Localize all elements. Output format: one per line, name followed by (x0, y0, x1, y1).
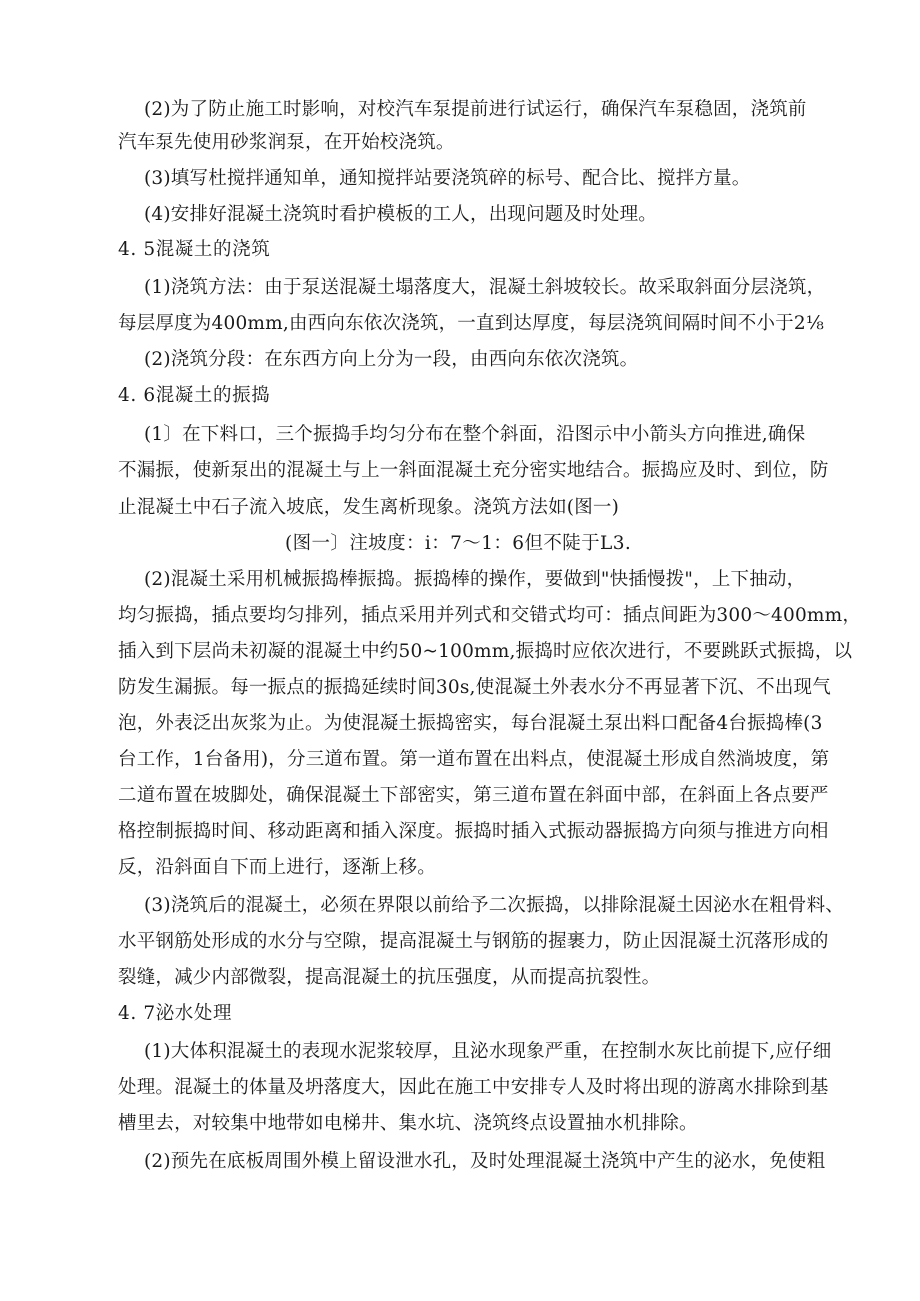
text-line: 防发生漏振。每一振点的振捣延续时间30s,使混凝土外表水分不再显著下沉、不出现气 (118, 677, 831, 698)
text-line: 格控制振捣时间、移动距离和插入深度。振捣时插入式振动器振捣方向须与推进方向相 (118, 821, 829, 842)
text-line: (1)大体积混凝土的表现水泥浆较厚，且泌水现象严重，在控制水灰比前提下,应仔细 (144, 1041, 832, 1062)
text-line: 裂缝，减少内部微裂，提高混凝土的抗压强度，从而提高抗裂性。 (118, 967, 661, 988)
text-line: 不漏振，使新泵出的混凝土与上一斜面混凝土充分密实地结合。振捣应及时、到位，防 (118, 460, 829, 481)
text-line: (1)浇筑方法：由于泵送混凝土塌落度大，混凝土斜坡较长。故采取斜面分层浇筑， (144, 277, 826, 298)
text-line: 插入到下层尚未初凝的混凝土中约50~100mm,振捣时应依次进行，不要跳跃式振捣，以 (118, 641, 853, 662)
text-line: (3)填写杜搅拌通知单，通知搅拌站要浇筑碎的标号、配合比、搅拌方量。 (144, 168, 751, 189)
text-line: 反，沿斜面自下而上进行，逐渐上移。 (118, 857, 436, 878)
text-line: 止混凝土中石子流入坡底，发生离析现象。浇筑方法如(图一) (118, 497, 620, 518)
text-line: 槽里去，对较集中地带如电梯井、集水坑、浇筑终点设置抽水机排除。 (118, 1113, 698, 1134)
text-line: (1〕在下料口，三个振捣手均匀分布在整个斜面，沿图示中小箭头方向推进,确保 (144, 424, 806, 445)
text-line: 台工作，1台备用)，分三道布置。第一道布置在出料点，使混凝土形成自然淌坡度，第 (118, 749, 830, 770)
text-line: 均匀振捣，插点要均匀排列，插点采用并列式和交错式均可：插点间距为300～400mm， (118, 605, 862, 626)
text-line: 每层厚度为400mm,由西向东依次浇筑，一直到达厚度，每层浇筑间隔时间不小于2⅛ (118, 313, 824, 334)
text-line: 汽车泵先使用砂浆润泵，在开始校浇筑。 (118, 132, 455, 153)
text-line: 二道布置在坡脚处，确保混凝土下部密实，第三道布置在斜面中部，在斜面上各点要严 (118, 785, 829, 806)
text-line: (2)混凝土采用机械振捣棒振捣。振捣棒的操作，要做到"快插慢拨"，上下抽动， (144, 569, 806, 590)
text-line: (2)预先在底板周围外模上留设泄水孔，及时处理混凝土浇筑中产生的泌水，免使粗 (144, 1151, 826, 1172)
figure-caption: (图一〕注坡度：i：7～1：6但不陡于L3. (285, 533, 632, 554)
text-line: (2)浇筑分段：在东西方向上分为一段，由西向东依次浇筑。 (144, 349, 639, 370)
text-line: (4)安排好混凝土浇筑时看护模板的工人，出现问题及时处理。 (144, 204, 658, 225)
text-line: 处理。混凝土的体量及坍落度大，因此在施工中安排专人及时将出现的游离水排除到基 (118, 1077, 829, 1098)
text-line: (2)为了防止施工时影响，对校汽车泵提前进行试运行，确保汽车泵稳固，浇筑前 (144, 99, 807, 120)
section-heading: 4. 6混凝土的振捣 (118, 385, 271, 406)
text-line: 泡，外表泛出灰浆为止。为使混凝土振捣密实，每台混凝土泵出料口配备4台振捣棒(3 (118, 713, 823, 734)
text-line: (3)浇筑后的混凝土，必须在界限以前给予二次振捣，以排除混凝土因泌水在粗骨料、 (144, 895, 845, 916)
section-heading: 4. 5混凝土的浇筑 (118, 239, 271, 260)
text-line: 水平钢筋处形成的水分与空隙，提高混凝土与钢筋的握裹力，防止因混凝土沉落形成的 (118, 931, 829, 952)
section-heading: 4. 7泌水处理 (118, 1003, 233, 1024)
